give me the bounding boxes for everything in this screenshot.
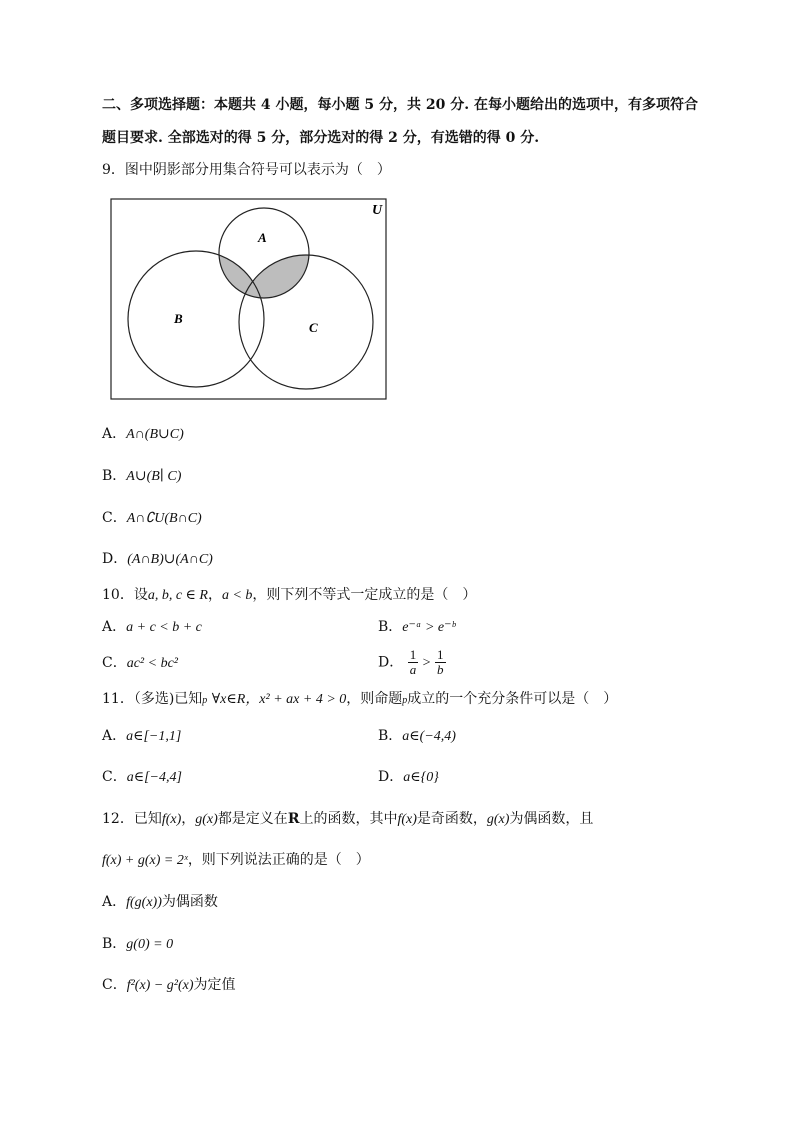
q11-option-d: D．a∈{0} (378, 769, 439, 785)
q10-option-c: C．ac² < bc² (102, 655, 178, 671)
q11-option-a: A．a∈[−1,1] (102, 728, 182, 744)
q9-option-d: D．(A∩B)∪(A∩C) (102, 551, 213, 567)
q12-stem-line2: f(x) + g(x) = 2ˣ，则下列说法正确的是（ ） (102, 852, 370, 868)
label-c: C (309, 320, 318, 335)
fraction-1-over-b: $\frac{1}{b}$ (437, 647, 444, 677)
q12-stem-line1: 12．已知f(x)，g(x)都是定义在R上的函数，其中f(x)是奇函数，g(x)为偶函数，且 (102, 811, 594, 827)
q11-stem: 11．（多选)已知p ∀x∈R，x² + ax + 4 > 0，则命题p成立的一个充分条件可以是（ ） (102, 691, 618, 707)
q9-option-a: A．A∩(B∪C) (102, 426, 184, 442)
q11-option-b: B．a∈(−4,4) (378, 728, 456, 744)
q9-stem: 9．图中阴影部分用集合符号可以表示为（ ） (102, 162, 391, 178)
q10-option-b: B．e⁻ᵃ > e⁻ᵇ (378, 619, 456, 635)
q12-option-a: A．f(g(x))为偶函数 (102, 894, 218, 910)
section-header-line2: 题目要求. 全部选对的得 5 分，部分选对的得 2 分，有选错的得 0 分. (102, 130, 540, 146)
q11-option-c: C．a∈[−4,4] (102, 769, 182, 785)
q10-stem: 10．设a, b, c ∈ R，a < b，则下列不等式一定成立的是（ ） (102, 587, 477, 603)
universe-rect (111, 199, 386, 399)
label-b: B (174, 311, 183, 326)
q9-option-c: C．A∩∁U(B∩C) (102, 510, 202, 526)
q10-option-a: A．a + c < b + c (102, 619, 202, 635)
fraction-1-over-a: $\frac{1}{a}$ (409, 647, 417, 677)
q12-option-b: B．g(0) = 0 (102, 936, 174, 952)
label-a: A (258, 230, 267, 245)
q12-option-c: C．f²(x) − g²(x)为定值 (102, 977, 236, 993)
section-header-line1: 二、多项选择题：本题共 4 小题，每小题 5 分，共 20 分. 在每小题给出的选项中，有多项符合 (102, 97, 698, 113)
label-u: U (372, 203, 383, 218)
q9-option-b: B．A∪(B∣ C) (102, 468, 182, 484)
venn-diagram (110, 198, 388, 402)
q10-option-d: D． $\frac{1}{a}$ > $\frac{1}{b}$ (378, 647, 444, 677)
